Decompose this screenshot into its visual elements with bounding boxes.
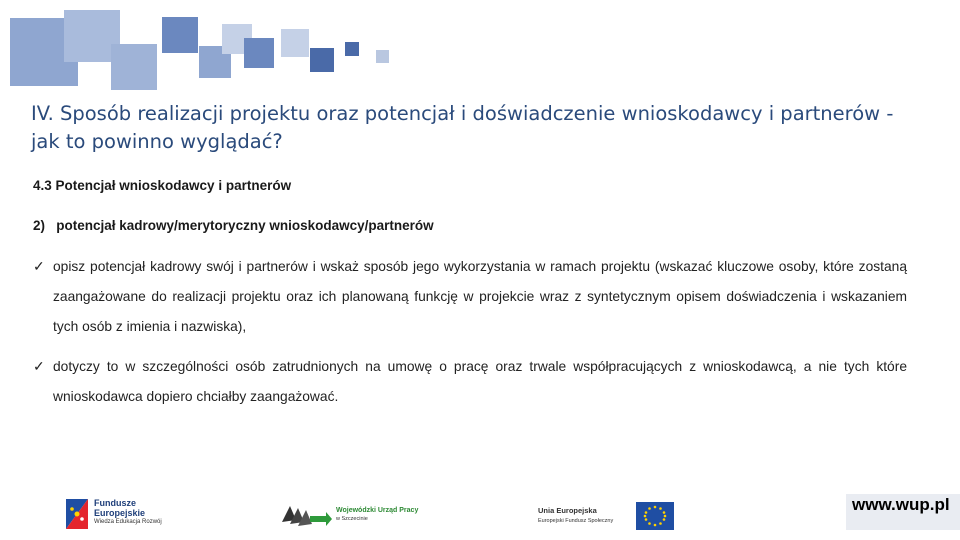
slide-title: IV. Sposób realizacji projektu oraz potencjał i doświadczenie wnioskodawcy i partnerów - jak to powinno wyglądać? — [31, 102, 894, 153]
decor-square — [162, 17, 198, 53]
logo-fe-line1: Fundusze — [94, 498, 136, 508]
website-link[interactable]: www.wup.pl — [852, 495, 950, 514]
bullet-item-1 — [33, 252, 907, 342]
point-heading: 2) potencjał kadrowy/merytoryczny wnioskodawcy/partnerów — [33, 218, 434, 233]
bullet-text: opisz potencjał kadrowy swój i partnerów i wskaż sposób jego wykorzystania w ramach projektu (wskazać kluczowe osoby, które zostaną zaangażowane do realizacji projektu oraz ich planowaną funkcję w projekcie wraz z syntetycznym opisem doświadczenia i wskazaniem tych osób z imienia i nazwiska), — [53, 259, 907, 334]
checkmark-icon: ✓ — [33, 259, 45, 274]
logo-ue-line1: Unia Europejska — [538, 506, 597, 515]
decor-square — [281, 29, 309, 57]
logo-wup-line2: w Szczecinie — [336, 516, 368, 522]
decor-square — [111, 44, 157, 90]
logo-fe-line3: Wiedza Edukacja Rozwój — [94, 519, 162, 525]
section-heading: 4.3 Potencjał wnioskodawcy i partnerów — [33, 178, 292, 193]
decor-square — [310, 48, 334, 72]
logo-unia-europejska — [538, 500, 678, 532]
bullet-text: dotyczy to w szczególności osób zatrudnionych na umowę o pracę oraz trwale współpracujących z wnioskodawcą, a nie tych które wnioskodawca dopiero chciałby zaangażować. — [53, 359, 907, 404]
bullet-item-2 — [33, 352, 907, 412]
decor-square — [244, 38, 274, 68]
logo-fe-line2: Europejskie — [94, 508, 146, 518]
logo-wup-line1: Wojewódzki Urząd Pracy — [336, 507, 419, 514]
logo-wup — [280, 500, 430, 530]
website-box — [846, 494, 960, 530]
fe-emblem-icon — [64, 497, 90, 531]
checkmark-icon: ✓ — [33, 359, 45, 374]
eu-flag-icon — [636, 502, 674, 530]
logo-fundusze-europejskie — [64, 496, 174, 532]
logo-ue-line2: Europejski Fundusz Społeczny — [538, 518, 614, 524]
decor-square — [376, 50, 389, 63]
decor-square — [345, 42, 359, 56]
wup-emblem-icon — [280, 500, 332, 528]
